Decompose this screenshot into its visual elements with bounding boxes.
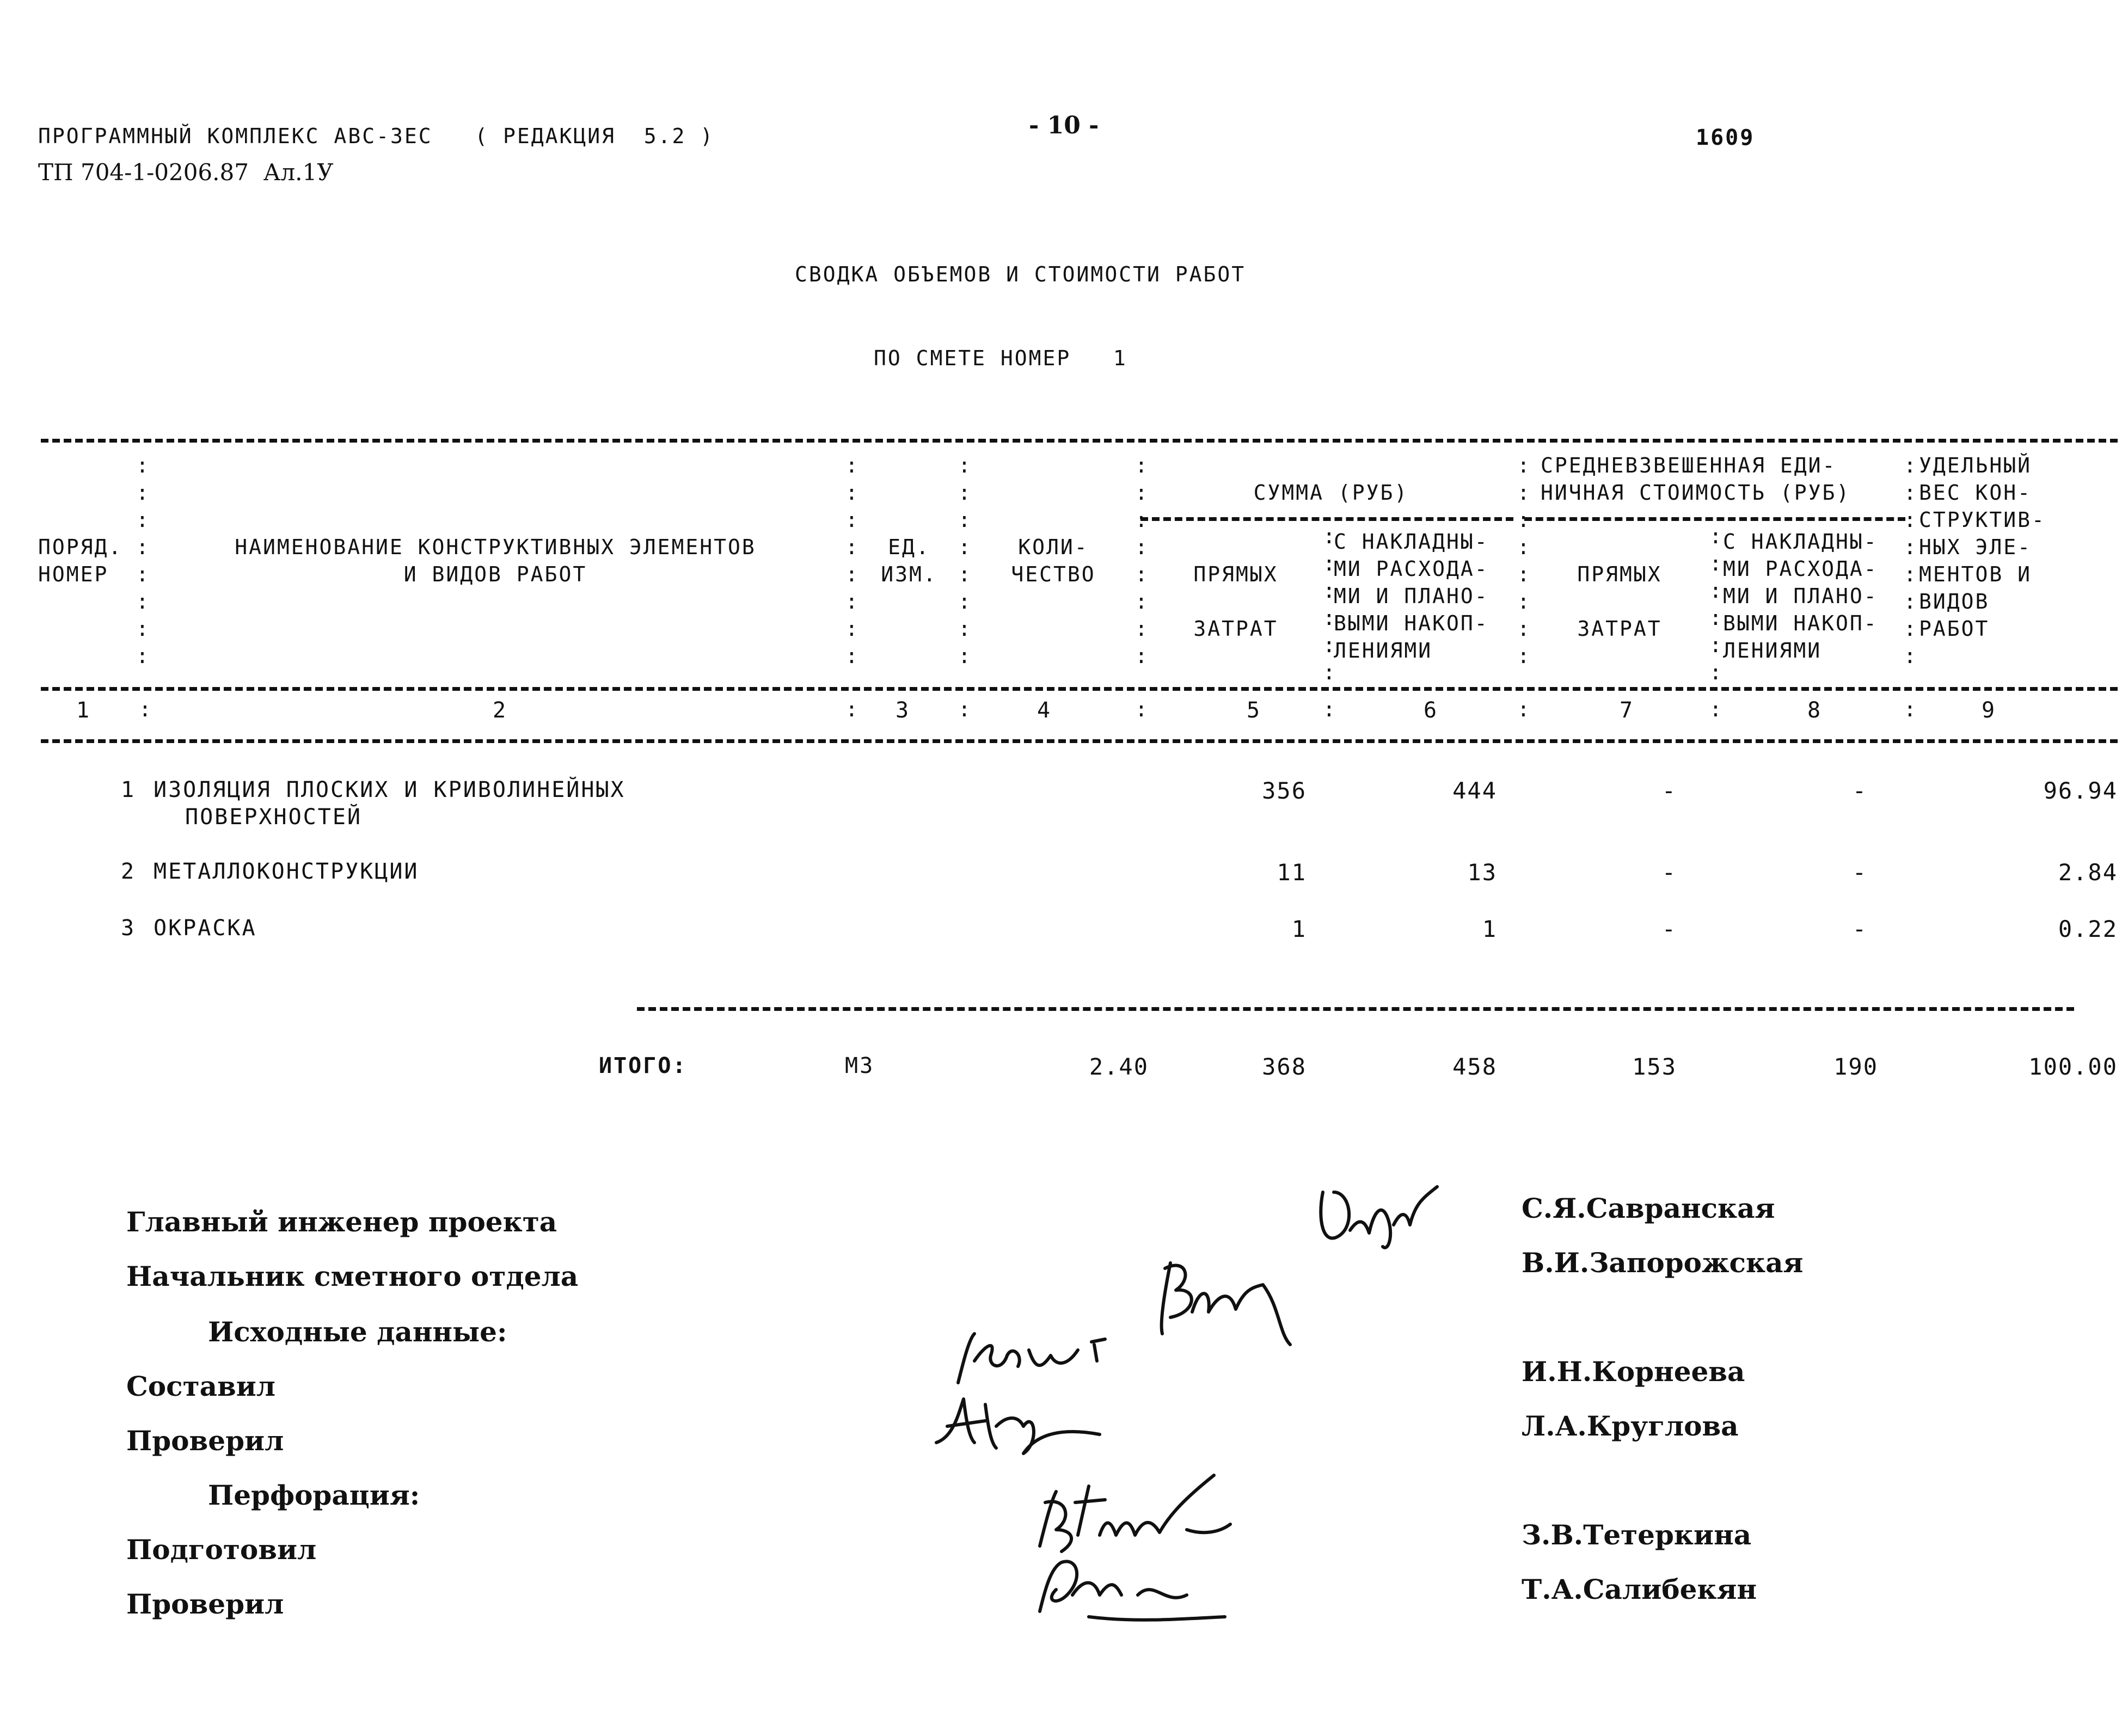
colnum-9: 9 — [1982, 698, 1997, 723]
total-label: ИТОГО: — [599, 1053, 688, 1078]
sum-group-rule — [1140, 517, 1513, 521]
colnum-5: 5 — [1247, 698, 1262, 723]
colnum-7: 7 — [1620, 698, 1635, 723]
role-head-estimates: Начальник сметного отдела — [126, 1260, 579, 1292]
colnum-bottom-rule — [41, 739, 2118, 743]
header-direct-costs: ПРЯМЫХ ЗАТРАТ — [1193, 562, 1278, 641]
row-direct: 1 — [1291, 916, 1307, 942]
row-avg-with-overheads: - — [1852, 859, 1867, 886]
role-checked-2: Проверил — [126, 1588, 284, 1620]
signature-zaporozhskaya-icon — [1149, 1241, 1301, 1361]
col-sep-3: : : : : : : : : — [958, 453, 971, 668]
colnum-sep: : — [139, 697, 151, 721]
row-direct: 356 — [1262, 777, 1307, 804]
name-teterkina: З.В.Тетеркина — [1522, 1519, 1752, 1551]
header-avg-group: СРЕДНЕВЗВЕШЕННАЯ ЕДИ- НИЧНАЯ СТОИМОСТЬ (РУБ) — [1541, 453, 1851, 505]
header-avg-with-overheads: С НАКЛАДНЫ- МИ РАСХОДА- МИ И ПЛАНО- ВЫМИ НАКОП- ЛЕНИЯМИ — [1723, 530, 1878, 662]
colnum-8: 8 — [1807, 698, 1823, 723]
project-code: ТП 704-1-0206.87 Ал.1У — [38, 159, 334, 186]
col-sep-5: : : : : : : — [1323, 524, 1335, 684]
header-bottom-rule — [41, 687, 2118, 691]
role-prepared: Подготовил — [126, 1533, 317, 1566]
header-unit: ЕД. ИЗМ. — [881, 535, 937, 586]
row-num: 3 — [121, 916, 136, 941]
signature-kruglova-icon — [925, 1383, 1121, 1459]
row-with-overheads: 1 — [1482, 916, 1497, 942]
colnum-3: 3 — [896, 698, 911, 723]
colnum-sep: : — [845, 697, 858, 721]
name-kruglova: Л.А.Круглова — [1522, 1410, 1739, 1442]
row-with-overheads: 444 — [1452, 777, 1497, 804]
row-avg-with-overheads: - — [1852, 916, 1867, 942]
total-share: 100.00 — [2028, 1053, 2118, 1080]
header-share: УДЕЛЬНЫЙ ВЕС КОН- СТРУКТИВ- НЫХ ЭЛЕ- МЕНТОВ И ВИДОВ РАБОТ — [1919, 453, 2046, 641]
row-name: МЕТАЛЛОКОНСТРУКЦИИ — [154, 859, 419, 884]
col-sep-6: : : : : : : : : — [1517, 453, 1530, 668]
row-name: ОКРАСКА — [154, 916, 257, 941]
colnum-sep: : — [958, 697, 971, 721]
total-avg-direct: 153 — [1632, 1053, 1677, 1080]
signature-salibekyan-icon — [1023, 1546, 1241, 1628]
header-avg-direct: ПРЯМЫХ ЗАТРАТ — [1577, 562, 1662, 641]
avg-group-rule — [1524, 517, 1905, 521]
name-salibekyan: Т.А.Салибекян — [1522, 1573, 1757, 1605]
program-header: ПРОГРАММНЫЙ КОМПЛЕКС АВС-3ЕС ( РЕДАКЦИЯ 5.2 ) — [38, 124, 715, 148]
row-direct: 11 — [1277, 859, 1307, 886]
col-sep-2: : : : : : : : : — [845, 453, 858, 668]
document-subtitle: ПО СМЕТЕ НОМЕР 1 — [874, 346, 1127, 370]
row-name-cont: ПОВЕРХНОСТЕЙ — [185, 805, 362, 830]
col-sep-8: : : : : : : : : — [1904, 453, 1916, 668]
colnum-4: 4 — [1037, 698, 1052, 723]
row-avg-with-overheads: - — [1852, 777, 1867, 804]
colnum-2: 2 — [493, 698, 508, 723]
name-korneeva: И.Н.Корнеева — [1522, 1355, 1745, 1388]
colnum-sep: : — [1904, 697, 1916, 721]
colnum-6: 6 — [1424, 698, 1439, 723]
role-chief-engineer: Главный инженер проекта — [126, 1206, 557, 1238]
row-avg-direct: - — [1661, 777, 1677, 804]
row-with-overheads: 13 — [1467, 859, 1497, 886]
total-direct: 368 — [1262, 1053, 1307, 1080]
colnum-1: 1 — [76, 698, 91, 723]
role-perforation: Перфорация: — [208, 1479, 420, 1511]
header-quantity: КОЛИ- ЧЕСТВО — [1011, 535, 1096, 586]
row-num: 1 — [121, 777, 136, 802]
name-zaporozhskaya: В.И.Запорожская — [1522, 1247, 1804, 1279]
role-source-data: Исходные данные: — [208, 1316, 507, 1348]
total-with-overheads: 458 — [1452, 1053, 1497, 1080]
colnum-sep: : — [1323, 697, 1335, 721]
col-sep-1: : : : : : : : : — [136, 453, 149, 668]
header-with-overheads: С НАКЛАДНЫ- МИ РАСХОДА- МИ И ПЛАНО- ВЫМИ НАКОП- ЛЕНИЯМИ — [1334, 530, 1489, 662]
total-quantity: 2.40 — [1089, 1053, 1149, 1080]
table-top-rule — [41, 439, 2118, 443]
total-avg-with-overheads: 190 — [1833, 1053, 1878, 1080]
document-title: СВОДКА ОБЪЕМОВ И СТОИМОСТИ РАБОТ — [795, 262, 1246, 286]
row-avg-direct: - — [1661, 859, 1677, 886]
page-number: - 10 - — [1029, 112, 1099, 139]
role-compiled: Составил — [126, 1370, 276, 1402]
colnum-sep: : — [1135, 697, 1148, 721]
row-avg-direct: - — [1661, 916, 1677, 942]
col-sep-4: : : : : : : : : — [1135, 453, 1148, 668]
row-share: 96.94 — [2043, 777, 2118, 804]
row-num: 2 — [121, 859, 136, 884]
sheet-code: 1609 — [1696, 125, 1755, 150]
col-sep-7: : : : : : : — [1709, 524, 1722, 684]
signature-savranskaya-icon — [1307, 1170, 1448, 1257]
row-share: 2.84 — [2058, 859, 2118, 886]
colnum-sep: : — [1517, 697, 1530, 721]
name-savranskaya: С.Я.Савранская — [1522, 1192, 1775, 1224]
colnum-sep: : — [1709, 697, 1722, 721]
header-order-num: ПОРЯД. НОМЕР — [38, 535, 123, 586]
row-share: 0.22 — [2058, 916, 2118, 942]
role-checked: Проверил — [126, 1425, 284, 1457]
header-sum-group: СУММА (РУБ) — [1253, 481, 1409, 505]
header-name: НАИМЕНОВАНИЕ КОНСТРУКТИВНЫХ ЭЛЕМЕНТОВ И ВИДОВ РАБОТ — [235, 535, 756, 586]
row-name: ИЗОЛЯЦИЯ ПЛОСКИХ И КРИВОЛИНЕЙНЫХ — [154, 777, 625, 802]
total-unit: М3 — [845, 1053, 875, 1078]
total-rule — [637, 1007, 2074, 1011]
